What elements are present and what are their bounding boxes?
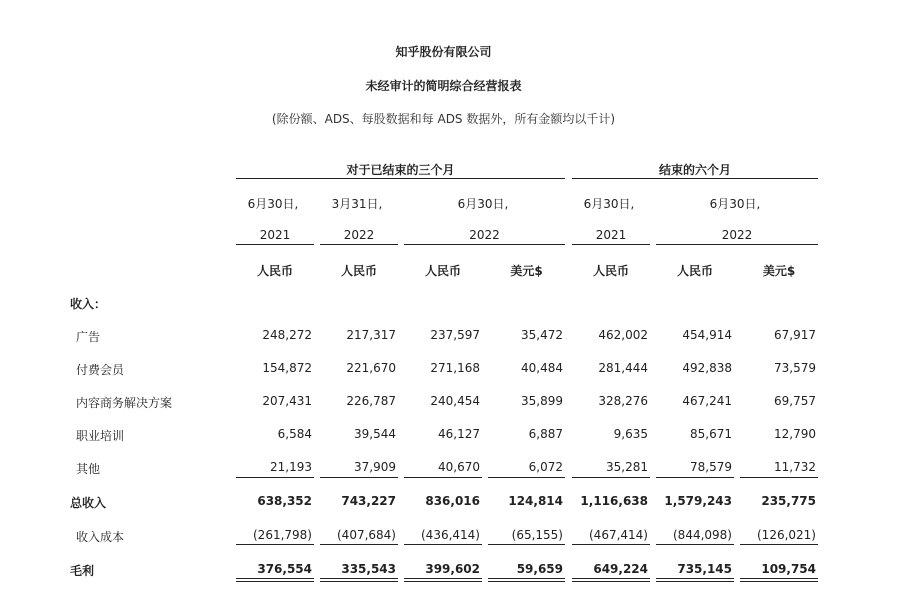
table-cell: 67,917 (774, 328, 816, 342)
table-cell: 35,281 (606, 460, 648, 474)
cost-rule (404, 544, 482, 545)
row-label: 毛利 (70, 564, 95, 578)
row-label: 内容商务解决方案 (76, 396, 173, 410)
subtotal-rule (320, 477, 398, 478)
table-cell: 399,602 (425, 562, 480, 576)
column-year-header: 2022 (721, 228, 753, 242)
company-name: 知乎股份有限公司 (395, 45, 492, 59)
table-cell: (407,684) (337, 528, 396, 542)
table-cell: 226,787 (346, 394, 396, 408)
cost-rule (656, 544, 734, 545)
table-cell: 35,899 (521, 394, 563, 408)
table-cell: (261,798) (253, 528, 312, 542)
row-label: 职业培训 (76, 429, 125, 443)
table-cell: 221,670 (346, 361, 396, 375)
table-cell: 21,193 (270, 460, 312, 474)
year-underline (320, 244, 398, 245)
table-cell: 237,597 (430, 328, 480, 342)
table-cell: 40,484 (521, 361, 563, 375)
table-cell: 248,272 (262, 328, 312, 342)
subtotal-rule (740, 477, 818, 478)
row-label: 其他 (76, 462, 101, 476)
table-cell: 335,543 (341, 562, 396, 576)
column-year-header: 2022 (469, 228, 500, 242)
table-cell: (65,155) (511, 528, 563, 542)
column-year-header: 2021 (595, 228, 627, 242)
table-cell: (436,414) (421, 528, 480, 542)
cost-rule (236, 544, 314, 545)
cost-rule (740, 544, 818, 545)
table-cell: 11,732 (774, 460, 816, 474)
subtotal-rule (404, 477, 482, 478)
table-cell: 240,454 (430, 394, 480, 408)
gross-profit-double-rule (236, 578, 314, 579)
table-cell: 40,670 (438, 460, 480, 474)
table-cell: 1,579,243 (664, 494, 732, 508)
row-label: 收入： (70, 297, 107, 311)
group-rule-six-months (572, 178, 818, 179)
table-cell: 109,754 (761, 562, 816, 576)
table-cell: 154,872 (262, 361, 312, 375)
column-date-header: 3月31日, (331, 197, 383, 211)
table-cell: 462,002 (598, 328, 648, 342)
column-date-header: 6月30日, (709, 197, 761, 211)
table-cell: 6,584 (277, 427, 312, 441)
gross-profit-double-rule (656, 578, 734, 579)
table-cell: 467,241 (682, 394, 732, 408)
table-cell: 85,671 (690, 427, 732, 441)
year-underline (656, 244, 818, 245)
table-cell: 35,472 (521, 328, 563, 342)
gross-profit-double-rule (404, 578, 482, 579)
table-cell: 78,579 (690, 460, 732, 474)
year-underline (404, 244, 565, 245)
column-currency-header: 美元$ (762, 264, 796, 278)
table-cell: (844,098) (673, 528, 732, 542)
group-header-six-months: 结束的六个月 (658, 163, 731, 177)
table-cell: 12,790 (774, 427, 816, 441)
table-cell: 281,444 (598, 361, 648, 375)
amount-note: (除份额、ADS、每股数据和每 ADS 数据外，所有金额均以千计) (271, 112, 616, 126)
gross-profit-double-rule (488, 578, 565, 579)
statement-title: 未经审计的简明综合经营报表 (365, 79, 522, 93)
table-cell: (467,414) (589, 528, 648, 542)
table-cell: 207,431 (262, 394, 312, 408)
gross-profit-double-rule (572, 578, 650, 579)
table-cell: 124,814 (508, 494, 563, 508)
table-cell: 39,544 (354, 427, 396, 441)
subtotal-rule (236, 477, 314, 478)
table-cell: (126,021) (757, 528, 816, 542)
cost-rule (572, 544, 650, 545)
column-currency-header: 人民币 (676, 264, 713, 278)
table-cell: 735,145 (677, 562, 732, 576)
year-underline (572, 244, 650, 245)
subtotal-rule (656, 477, 734, 478)
column-date-header: 6月30日, (457, 197, 509, 211)
row-label: 广告 (76, 330, 101, 344)
column-year-header: 2021 (259, 228, 291, 242)
table-cell: 649,224 (593, 562, 648, 576)
table-cell: 1,116,638 (580, 494, 648, 508)
cost-rule (488, 544, 565, 545)
column-currency-header: 人民币 (256, 264, 293, 278)
table-cell: 59,659 (516, 562, 563, 576)
table-cell: 638,352 (257, 494, 312, 508)
row-label: 总收入 (70, 496, 107, 510)
table-cell: 217,317 (346, 328, 396, 342)
column-date-header: 6月30日, (247, 197, 299, 211)
table-cell: 836,016 (425, 494, 480, 508)
column-currency-header: 人民币 (592, 264, 629, 278)
subtotal-rule (488, 477, 565, 478)
row-label: 收入成本 (76, 530, 125, 544)
gross-profit-double-rule (740, 578, 818, 579)
table-cell: 328,276 (598, 394, 648, 408)
column-currency-header: 人民币 (424, 264, 461, 278)
column-currency-header: 人民币 (340, 264, 377, 278)
table-cell: 235,775 (761, 494, 816, 508)
subtotal-rule (572, 477, 650, 478)
table-cell: 492,838 (682, 361, 732, 375)
table-cell: 454,914 (682, 328, 732, 342)
group-rule-three-months (236, 178, 565, 179)
table-cell: 743,227 (341, 494, 396, 508)
year-underline (236, 244, 314, 245)
table-cell: 9,635 (613, 427, 648, 441)
column-year-header: 2022 (343, 228, 375, 242)
table-cell: 73,579 (774, 361, 816, 375)
column-date-header: 6月30日, (583, 197, 635, 211)
gross-profit-double-rule (320, 578, 398, 579)
cost-rule (320, 544, 398, 545)
row-label: 付费会员 (76, 363, 125, 377)
column-currency-header: 美元$ (510, 264, 543, 278)
table-cell: 271,168 (430, 361, 480, 375)
group-header-three-months: 对于已结束的三个月 (346, 163, 455, 177)
table-cell: 37,909 (354, 460, 396, 474)
table-cell: 46,127 (438, 427, 480, 441)
table-cell: 6,072 (528, 460, 563, 474)
table-cell: 69,757 (774, 394, 816, 408)
table-cell: 376,554 (257, 562, 312, 576)
table-cell: 6,887 (528, 427, 563, 441)
